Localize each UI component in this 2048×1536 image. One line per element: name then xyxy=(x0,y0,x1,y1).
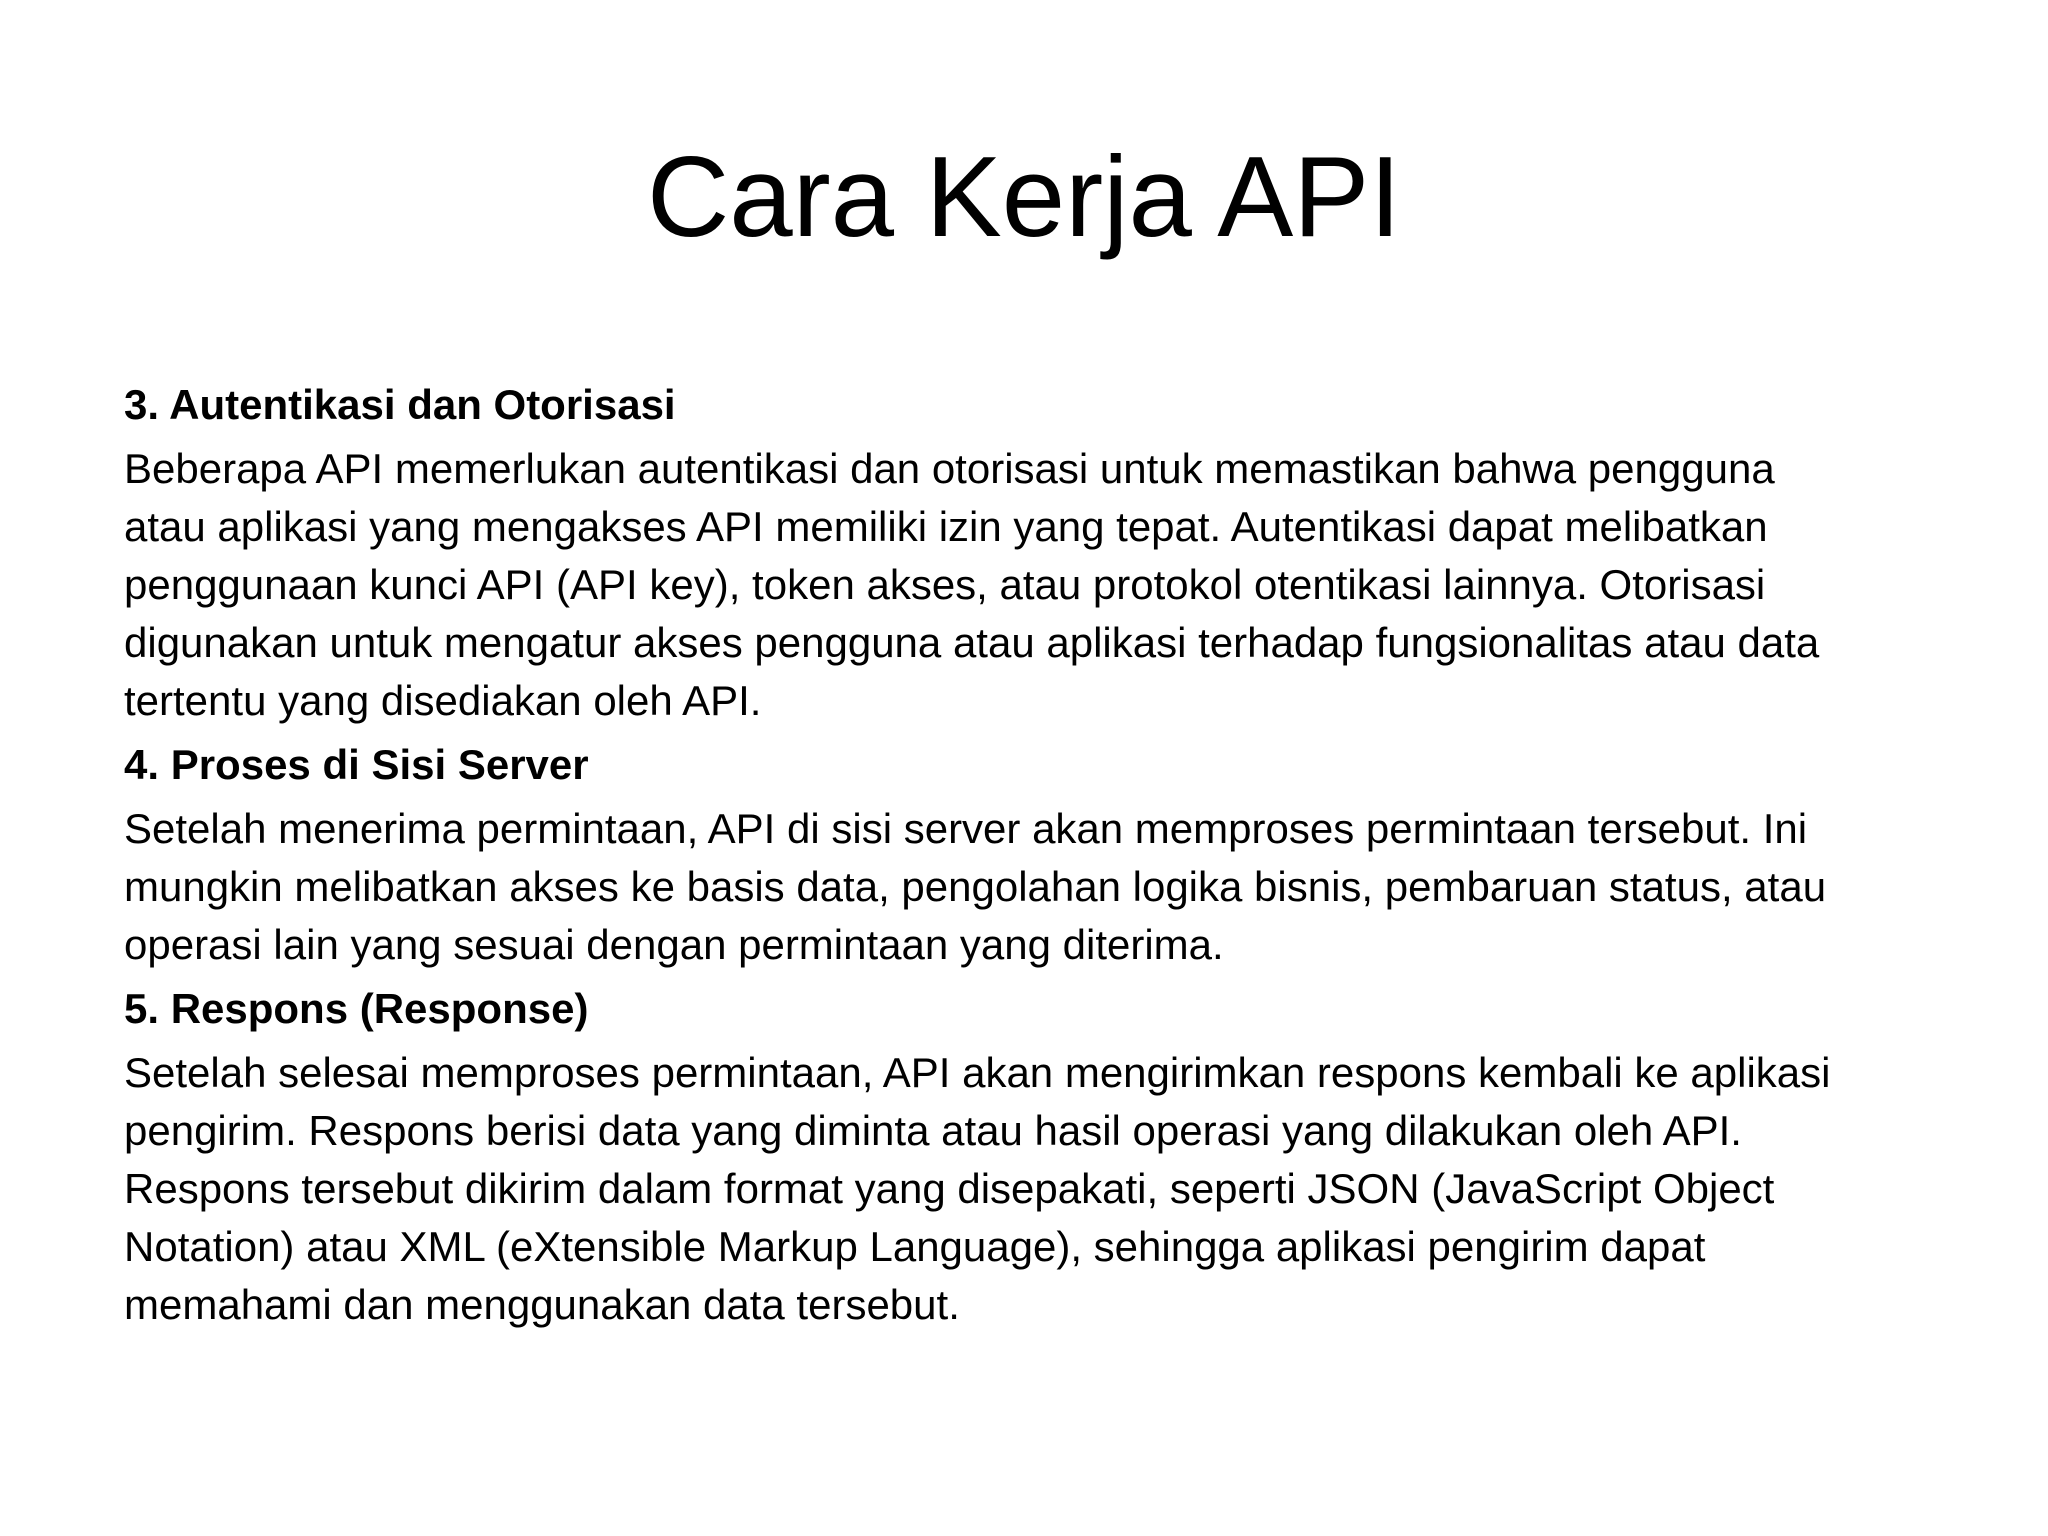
slide-title: Cara Kerja API xyxy=(646,134,1402,261)
section-response xyxy=(124,980,1924,1334)
body-line: memahami dan menggunakan data tersebut. xyxy=(124,1281,960,1328)
section-heading: 4. Proses di Sisi Server xyxy=(124,741,589,788)
section-authentication xyxy=(124,376,1924,730)
section-body xyxy=(124,800,1924,974)
body-line: Setelah menerima permintaan, API di sisi server akan memproses permintaan tersebut. Ini xyxy=(124,805,1808,852)
body-line: penggunaan kunci API (API key), token akses, atau protokol otentikasi lainnya. Otorisasi xyxy=(124,561,1766,608)
body-line: Beberapa API memerlukan autentikasi dan otorisasi untuk memastikan bahwa pengguna xyxy=(124,445,1775,492)
body-line: atau aplikasi yang mengakses API memiliki izin yang tepat. Autentikasi dapat melibatkan xyxy=(124,503,1768,550)
section-heading: 5. Respons (Response) xyxy=(124,985,589,1032)
section-body xyxy=(124,440,1924,730)
slide-content xyxy=(124,376,1924,1340)
section-heading: 3. Autentikasi dan Otorisasi xyxy=(124,381,676,428)
body-line: operasi lain yang sesuai dengan permintaan yang diterima. xyxy=(124,921,1224,968)
body-line: digunakan untuk mengatur akses pengguna atau aplikasi terhadap fungsionalitas atau data xyxy=(124,619,1820,666)
body-line: Notation) atau XML (eXtensible Markup Language), sehingga aplikasi pengirim dapat xyxy=(124,1223,1706,1270)
body-line: mungkin melibatkan akses ke basis data, pengolahan logika bisnis, pembaruan status, atau xyxy=(124,863,1827,910)
body-line: Respons tersebut dikirim dalam format yang disepakati, seperti JSON (JavaScript Object xyxy=(124,1165,1775,1212)
body-line: tertentu yang disediakan oleh API. xyxy=(124,677,762,724)
body-line: Setelah selesai memproses permintaan, API akan mengirimkan respons kembali ke aplikasi xyxy=(124,1049,1831,1096)
section-server-process xyxy=(124,736,1924,974)
body-line: pengirim. Respons berisi data yang diminta atau hasil operasi yang dilakukan oleh API. xyxy=(124,1107,1742,1154)
section-body xyxy=(124,1044,1924,1334)
